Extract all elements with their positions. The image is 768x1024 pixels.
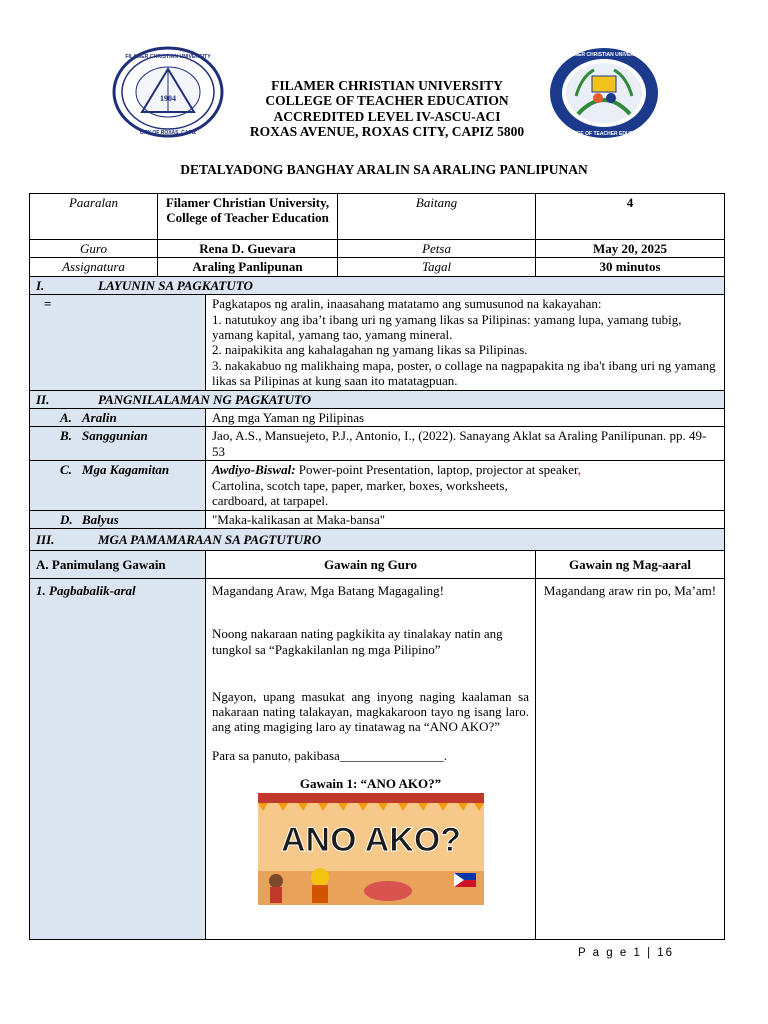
accreditation: ACCREDITED LEVEL IV-ASCU-ACI bbox=[273, 108, 501, 124]
section-1-title: LAYUNIN SA PAGKATUTO bbox=[98, 277, 253, 293]
kagamitan-line-3: cardboard, at tarpapel. bbox=[212, 493, 329, 509]
value-petsa: May 20, 2025 bbox=[536, 240, 725, 258]
objectives-content bbox=[206, 295, 725, 390]
row-kagamitan bbox=[30, 461, 725, 510]
svg-text:FILAMER CHRISTIAN UNIVERSITY: FILAMER CHRISTIAN UNIVERSITY bbox=[562, 52, 646, 58]
value-tagal: 30 minutos bbox=[536, 258, 725, 276]
section-1-number: I. bbox=[36, 277, 45, 293]
objectives-intro: Pagkatapos ng aralin, inaasahang matatamo ang sumusunod na kakayahan: bbox=[212, 296, 602, 312]
value-balyus: "Maka-kalikasan at Maka-bansa" bbox=[206, 510, 725, 528]
info-row-assignatura bbox=[30, 258, 725, 276]
university-name: FILAMER CHRISTIAN UNIVERSITY bbox=[271, 78, 503, 93]
page-number: 1 bbox=[633, 947, 642, 959]
objective-1: 1. natutukoy ang iba’t ibang uri ng yamang likas sa Pilipinas: yamang lupa, yamang tubig, yamang kapital, yamang tao, yamang mineral. bbox=[212, 311, 682, 343]
col-panimulang-gawain: A. Panimulang Gawain bbox=[30, 550, 206, 578]
value-baitang: 4 bbox=[536, 194, 725, 240]
label-guro: Guro bbox=[30, 240, 158, 258]
banner-title: ANO AKO? bbox=[280, 820, 461, 859]
section-2-title: PANGNILALAMAN NG PAGKATUTO bbox=[98, 391, 312, 407]
info-row-guro bbox=[30, 240, 725, 258]
guro-greeting: Magandang Araw, Mga Batang Magagaling! bbox=[212, 582, 445, 598]
university-seal-logo bbox=[112, 46, 224, 138]
activity-row-pagbabalik-aral bbox=[30, 578, 725, 939]
school-header bbox=[228, 78, 546, 139]
kagamitan-line-2: Cartolina, scotch tape, paper, marker, boxes, worksheets, bbox=[212, 477, 508, 493]
guro-recall: Noong nakaraan nating pagkikita ay tinalakay natin ang tungkol sa “Pagkakilanlan ng mga Pilipino” bbox=[212, 626, 503, 657]
address: ROXAS AVENUE, ROXAS CITY, CAPIZ 5800 bbox=[249, 123, 525, 139]
guro-game-intro: Ngayon, upang masukat ang inyong naging kaalaman sa nakaraan nating talakayan, magkakaroon tayo ng isang laro. ang ating magiging laro ay tinatawag na “ANO AKO?” bbox=[212, 689, 530, 735]
value-paaralan: Filamer Christian University, College of Teacher Education bbox=[158, 194, 338, 240]
objective-2: 2. naipakikita ang kahalagahan ng yamang likas sa Pilipinas. bbox=[212, 342, 528, 358]
page-total: 16 bbox=[657, 947, 675, 959]
value-guro: Rena D. Guevara bbox=[158, 240, 338, 258]
svg-text:FILAMER CHRISTIAN UNIVERSITY: FILAMER CHRISTIAN UNIVERSITY bbox=[125, 54, 211, 60]
svg-text:COLLEGE OF TEACHER EDUCATION: COLLEGE OF TEACHER EDUCATION bbox=[559, 131, 649, 137]
section-1-body bbox=[30, 295, 725, 390]
college-seal-logo bbox=[548, 46, 660, 140]
section-3-number: III. bbox=[36, 531, 55, 547]
label-balyus: D. Balyus bbox=[30, 510, 206, 528]
guro-instruction: Para sa panuto, pakibasa________________. bbox=[212, 748, 448, 764]
label-petsa: Petsa bbox=[338, 240, 536, 258]
value-aralin: Ang mga Yaman ng Pilipinas bbox=[206, 409, 725, 427]
label-aralin: A. Aralin bbox=[30, 409, 206, 427]
gawain-1-title: Gawain 1: “ANO AKO?” bbox=[299, 775, 442, 791]
page-footer: P a g e 1 | 16 bbox=[578, 947, 675, 959]
svg-text:CITY OF ROXAS, CAPIZ: CITY OF ROXAS, CAPIZ bbox=[139, 130, 197, 136]
col-gawain-ng-guro: Gawain ng Guro bbox=[206, 550, 536, 578]
objectives-marker: = bbox=[30, 295, 206, 390]
section-3-header bbox=[30, 528, 725, 550]
col-gawain-ng-mag-aaral: Gawain ng Mag-aaral bbox=[536, 550, 725, 578]
value-assignatura: Araling Panlipunan bbox=[158, 258, 338, 276]
college-name: COLLEGE OF TEACHER EDUCATION bbox=[265, 93, 509, 109]
page-label: P a g e bbox=[578, 947, 629, 959]
section-1-header bbox=[30, 276, 725, 294]
kagamitan-line-1: Power-point Presentation, laptop, projector at speaker bbox=[295, 462, 578, 478]
section-2-number: II. bbox=[36, 391, 50, 407]
label-paaralan: Paaralan bbox=[30, 194, 158, 240]
objective-3: 3. nakakabuo ng malikhaing mapa, poster, o collage na nagpapakita ng iba't ibang uri ng yamang likas sa Pilipinas at kung saan ito matatagpuan. bbox=[212, 357, 716, 389]
label-tagal: Tagal bbox=[338, 258, 536, 276]
section-2-header bbox=[30, 390, 725, 408]
lesson-plan-table bbox=[29, 193, 725, 940]
row-aralin bbox=[30, 409, 725, 427]
label-baitang: Baitang bbox=[338, 194, 536, 240]
document-title: DETALYADONG BANGHAY ARALIN SA ARALING PANLIPUNAN bbox=[180, 162, 588, 177]
label-assignatura: Assignatura bbox=[30, 258, 158, 276]
student-activity: Magandang araw rin po, Ma’am! bbox=[536, 578, 725, 939]
activity-column-headers bbox=[30, 550, 725, 578]
label-kagamitan: C. Mga Kagamitan bbox=[30, 461, 206, 510]
guro-activity bbox=[206, 578, 536, 939]
kagamitan-audio-visual-label: Awdiyo-Biswal: bbox=[212, 462, 296, 478]
section-3-title: MGA PAMAMARAAN SA PAGTUTURO bbox=[98, 531, 322, 547]
row-balyus bbox=[30, 510, 725, 528]
svg-text:1904: 1904 bbox=[160, 94, 176, 103]
info-row-paaralan bbox=[30, 194, 725, 240]
value-sanggunian: Jao, A.S., Mansuejeto, P.J., Antonio, I., (2022). Sanayang Aklat sa Araling Panilipunan. pp. 49-53 bbox=[206, 427, 725, 461]
ano-ako-game-banner bbox=[258, 793, 484, 905]
label-sanggunian: B. Sanggunian bbox=[30, 427, 206, 461]
row-sanggunian bbox=[30, 427, 725, 461]
value-kagamitan: Awdiyo-Biswal: Power-point Presentation, laptop, projector at speaker, Cartolina, scotch tape, paper, marker, boxes, worksheets, cardboard, at tarpapel. bbox=[206, 461, 725, 510]
step-pagbabalik-aral: 1. Pagbabalik-aral bbox=[30, 578, 206, 939]
